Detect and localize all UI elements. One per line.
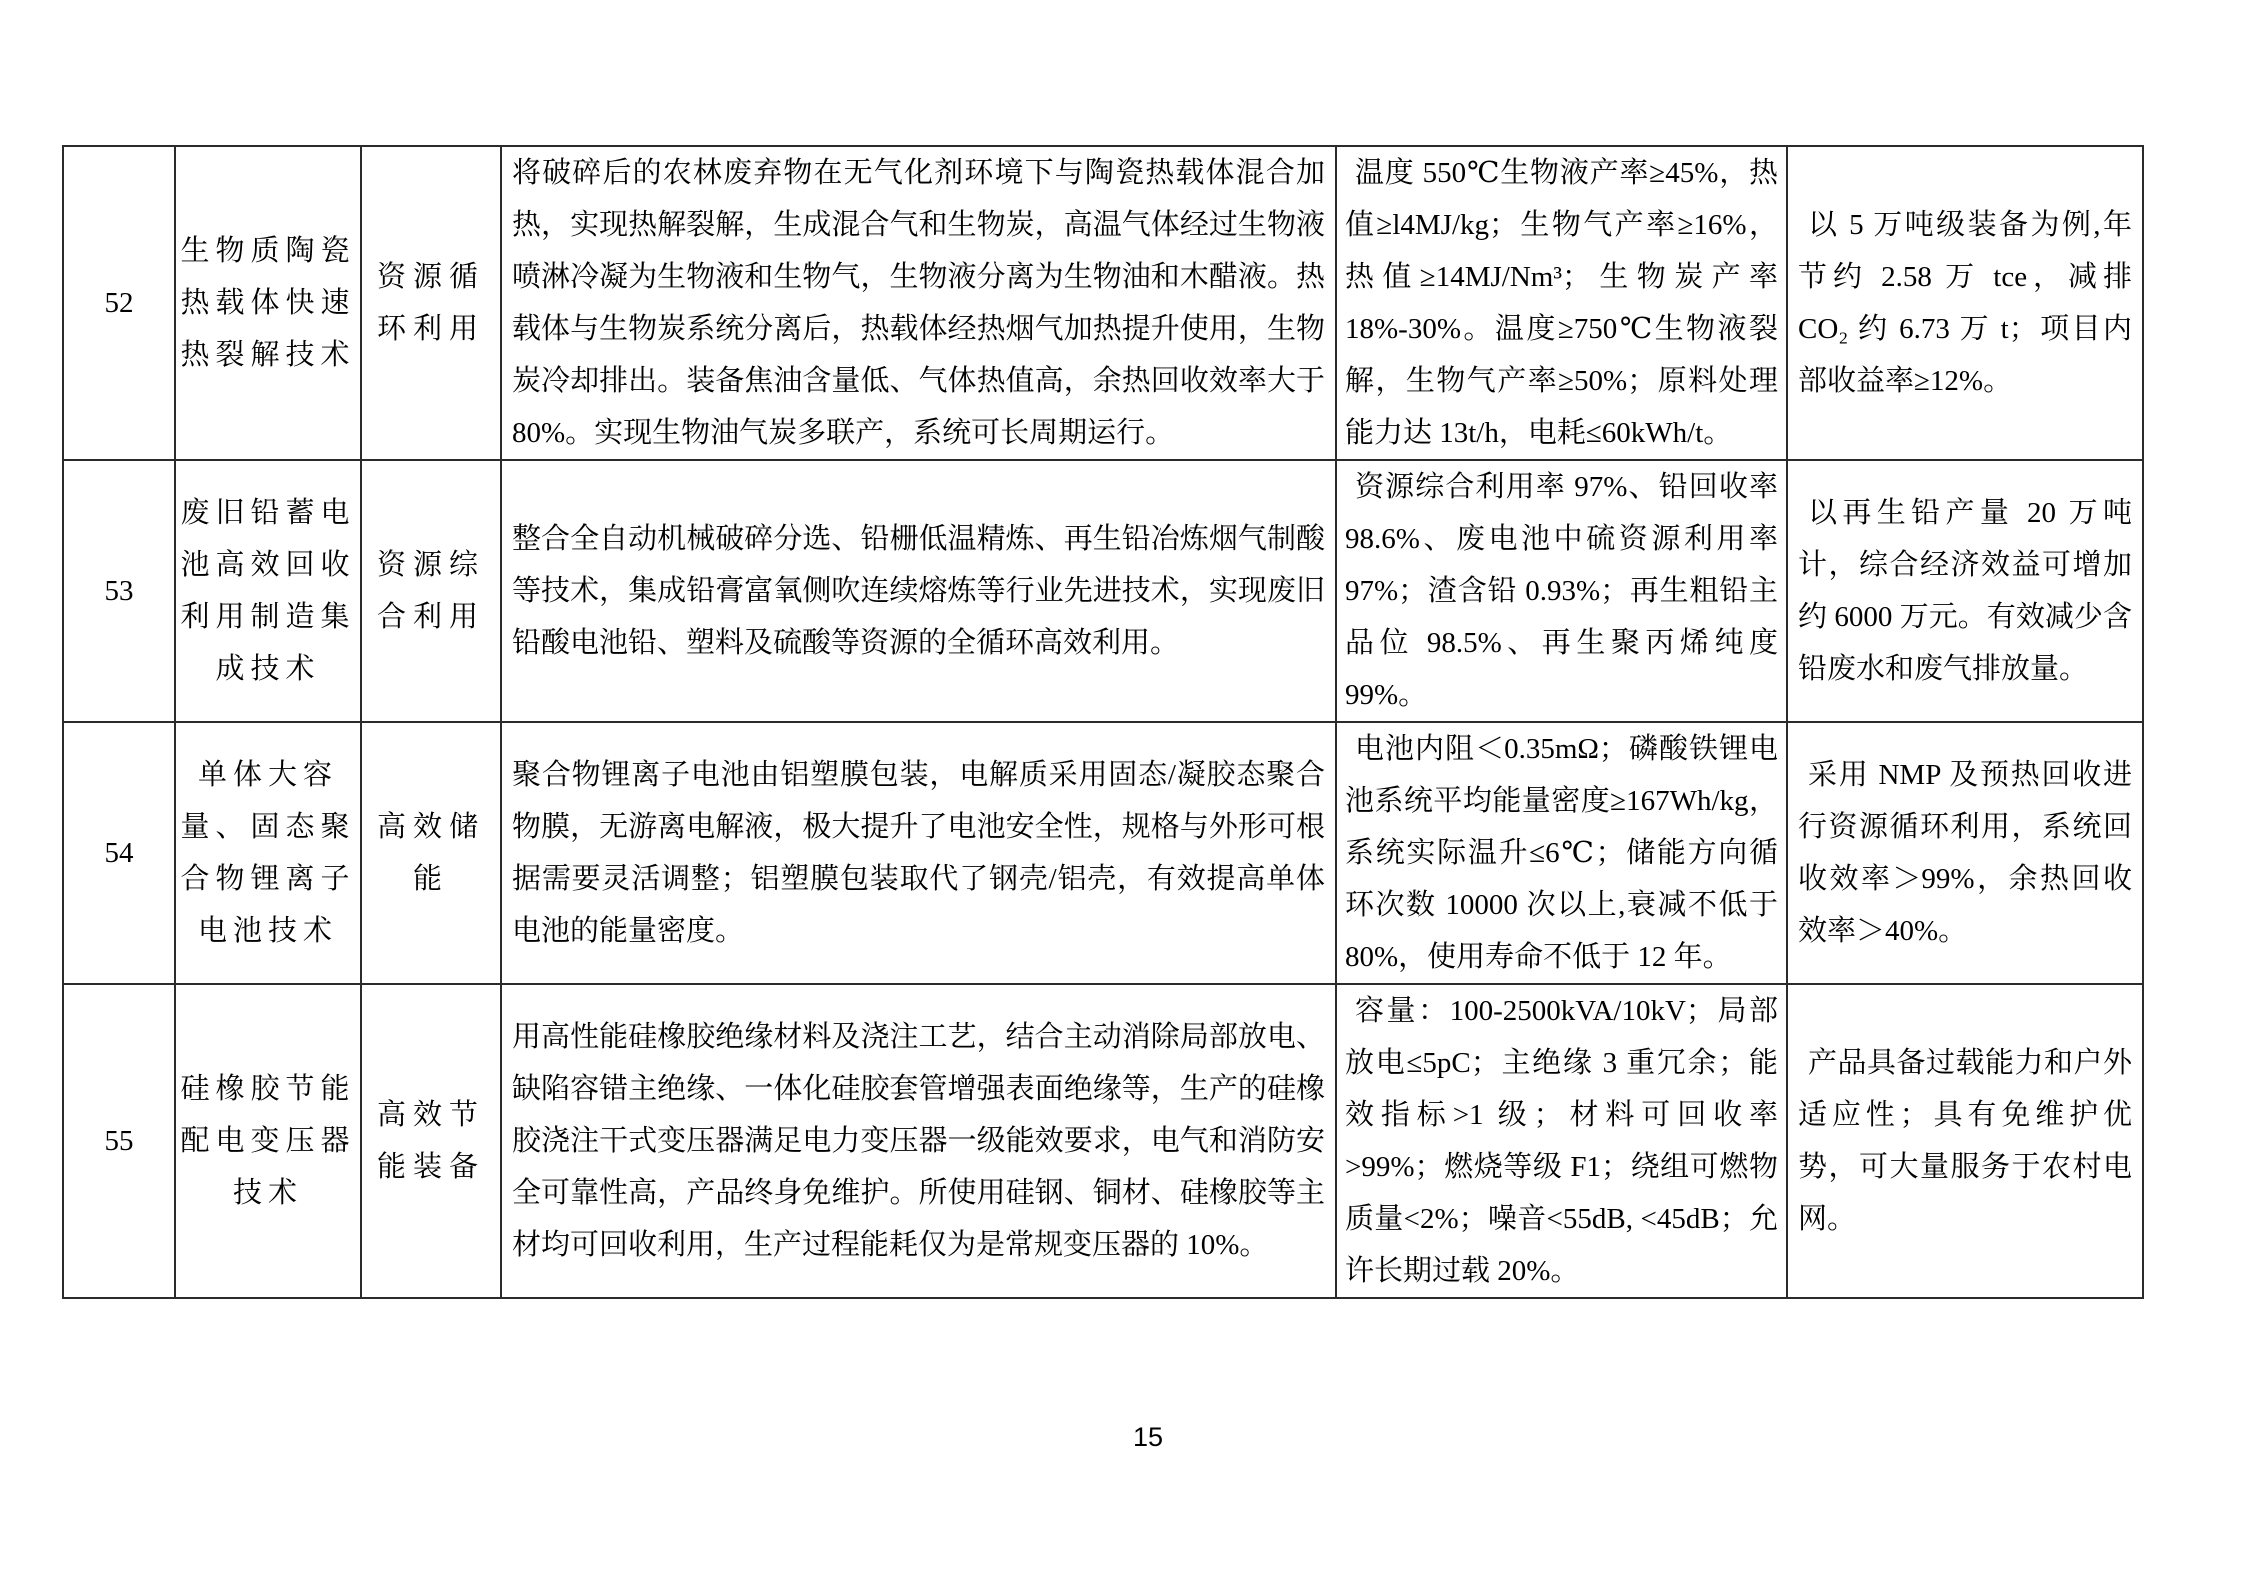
table-row [63, 984, 2143, 1298]
technology-name: 废旧铅蓄电池高效回收利用制造集成技术 [175, 460, 361, 722]
technical-indicators: 电池内阻＜0.35mΩ；磷酸铁锂电池系统平均能量密度≥167Wh/kg，系统实际温升≤6℃；储能方向循环次数 10000 次以上,衰减不低于 80%，使用寿命不低于 12 年。 [1336, 722, 1787, 984]
technology-description: 聚合物锂离子电池由铝塑膜包装，电解质采用固态/凝胶态聚合物膜，无游离电解液，极大提升了电池安全性，规格与外形可根据需要灵活调整；铝塑膜包装取代了钢壳/铝壳，有效提高单体电池的能量密度。 [501, 722, 1336, 984]
row-number: 55 [63, 984, 175, 1298]
row-number: 54 [63, 722, 175, 984]
page-number: 15 [1133, 1422, 1164, 1452]
technology-category: 高效储能 [361, 722, 501, 984]
technology-category: 资源综合利用 [361, 460, 501, 722]
technology-table [62, 145, 2144, 1299]
row-number: 53 [63, 460, 175, 722]
technology-benefits: 以再生铅产量 20 万吨计，综合经济效益可增加约 6000 万元。有效减少含铅废水和废气排放量。 [1787, 460, 2143, 722]
technology-category: 高效节能装备 [361, 984, 501, 1298]
technology-name: 单体大容量、固态聚合物锂离子电池技术 [175, 722, 361, 984]
technical-indicators: 温度 550℃生物液产率≥45%，热值≥l4MJ/kg；生物气产率≥16%，热值≥14MJ/Nm³；生物炭产率 18%-30%。温度≥750℃生物液裂解，生物气产率≥50%；原料处理能力达 13t/h，电耗≤60kWh/t。 [1336, 146, 1787, 460]
technology-benefits: 产品具备过载能力和户外适应性；具有免维护优势，可大量服务于农村电网。 [1787, 984, 2143, 1298]
technology-benefits: 以 5 万吨级装备为例,年节约 2.58 万 tce，减排 CO₂ 约 6.73 万 t；项目内部收益率≥12%。 [1787, 146, 2143, 460]
table-row [63, 460, 2143, 722]
technology-description: 用高性能硅橡胶绝缘材料及浇注工艺，结合主动消除局部放电、缺陷容错主绝缘、一体化硅胶套管增强表面绝缘等，生产的硅橡胶浇注干式变压器满足电力变压器一级能效要求，电气和消防安全可靠性高，产品终身免维护。所使用硅钢、铜材、硅橡胶等主材均可回收利用，生产过程能耗仅为是常规变压器的 10%。 [501, 984, 1336, 1298]
technical-indicators: 资源综合利用率 97%、铅回收率 98.6%、废电池中硫资源利用率 97%；渣含铅 0.93%；再生粗铅主品位 98.5%、再生聚丙烯纯度 99%。 [1336, 460, 1787, 722]
row-number: 52 [63, 146, 175, 460]
technology-description: 整合全自动机械破碎分选、铅栅低温精炼、再生铅冶炼烟气制酸等技术，集成铅膏富氧侧吹连续熔炼等行业先进技术，实现废旧铅酸电池铅、塑料及硫酸等资源的全循环高效利用。 [501, 460, 1336, 722]
technical-indicators: 容量：100-2500kVA/10kV；局部放电≤5pC；主绝缘 3 重冗余；能效指标>1 级；材料可回收率>99%；燃烧等级 F1；绕组可燃物质量<2%；噪音<55dB, <45dB；允许长期过载 20%。 [1336, 984, 1787, 1298]
table-row [63, 146, 2143, 460]
table-row [63, 722, 2143, 984]
technology-benefits: 采用 NMP 及预热回收进行资源循环利用，系统回收效率＞99%，余热回收效率＞40%。 [1787, 722, 2143, 984]
technology-description: 将破碎后的农林废弃物在无气化剂环境下与陶瓷热载体混合加热，实现热解裂解，生成混合气和生物炭，高温气体经过生物液喷淋冷凝为生物液和生物气，生物液分离为生物油和木醋液。热载体与生物炭系统分离后，热载体经热烟气加热提升使用，生物炭冷却排出。装备焦油含量低、气体热值高，余热回收效率大于 80%。实现生物油气炭多联产，系统可长周期运行。 [501, 146, 1336, 460]
technology-name: 生物质陶瓷热载体快速热裂解技术 [175, 146, 361, 460]
technology-name: 硅橡胶节能配电变压器技术 [175, 984, 361, 1298]
technology-category: 资源循环利用 [361, 146, 501, 460]
